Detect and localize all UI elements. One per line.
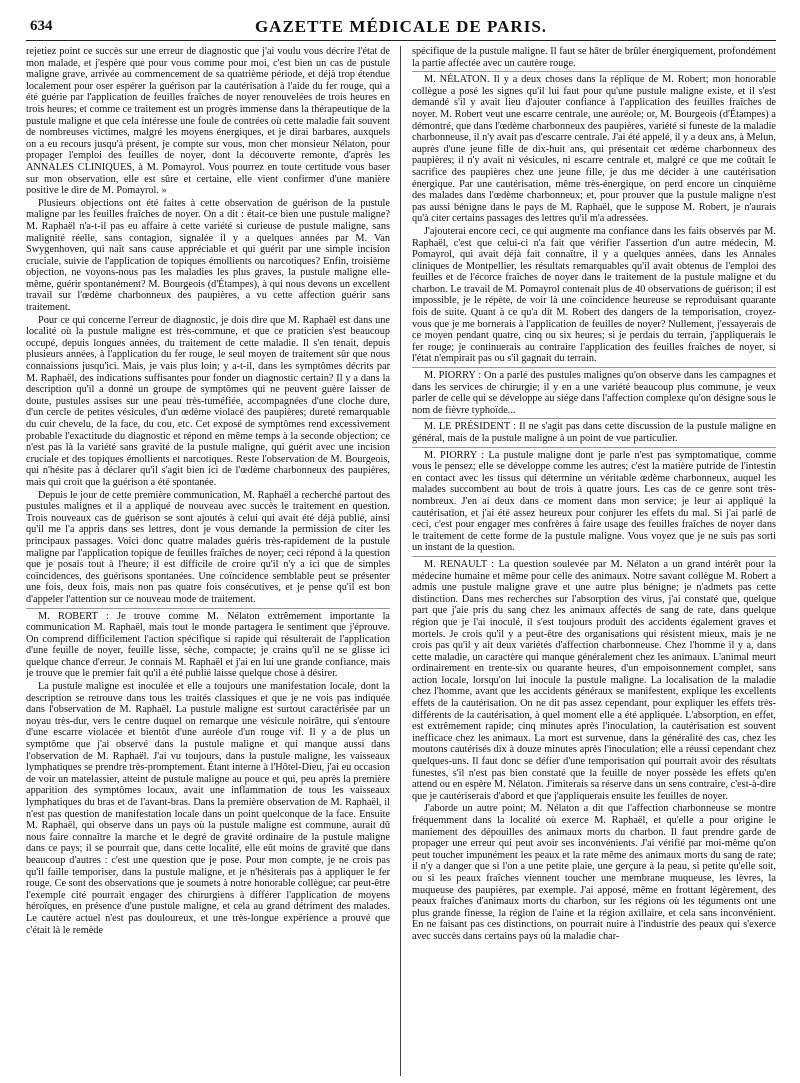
paragraph-text: Depuis le jour de cette première communication, M. Raphaël a recherché partout des pustules malignes et il a appliqué de nouveau avec succès le traitement en question. Trois nouveaux cas de guérison se sont ajoutés à celui qui avait été déjà publié, ainsi qu'il me l'a appris dans ses lettres, dont je vous demande la permission de citer les principaux passages. Voici donc quatre malades guéris très-rapidement de la pustule maligne par l'application topique de feuilles fraîches de noyer; ceci répond à la question que je posais tout à l'heure; il est difficile de croire qu'il n'y a ici que de simples coïncidences, des guérisons spontanées. Une coïncidence semblable peut se présenter une fois, deux fois, mais non pas quatre fois consécutives, et je pense qu'il est bon d'appeler l'attention sur ce nouveau mode de traitement. [26,489,390,605]
column-divider [400,46,401,1076]
article-body [26,46,778,1076]
paragraph [26,315,390,489]
paragraph [412,803,776,942]
paragraph-text: rejetiez point ce succès sur une erreur de diagnostic que j'ai voulu vous décrire l'état de mon malade, et j'espère que pour vous comme pour moi, c'est bien un cas de pustule maligne grave, arrivée au commencement de sa quatrième période, et déjà trop étendue localement pour oser espérer la guérison par la cautérisation à l'aide du fer rouge, qui a été guérie par l'application de feuilles fraîches de noyer renouvelées de trois heures en trois heures; et comme ce traitement est un progrès immense dans la thérapeutique de la pustule maligne et que cela intéresse une foule de contrées où cette maladie fait souvent de nombreuses victimes, malgré les moyens énergiques, et je dirai barbares, auxquels on a eu recours jusqu'à présent, je compte sur vous, mon cher monsieur Nélaton, pour propager l'emploi des feuilles de noyer, dont la découverte remonte, d'après les ANNALES CLINIQUES, à M. Pomayrol. Vous pourrez en toute certitude vous baser sur mon observation, elle est sûre et certaine, elle vient confirmer d'une manière positive le dire de M. Pomayrol. » [26,46,390,197]
speaker-name: M. LE PRÉSIDENT : [424,421,516,433]
paragraph [412,226,776,365]
speaker-paragraph [412,418,776,444]
speaker-paragraph [412,447,776,554]
speaker-name: M. ROBERT : [38,610,109,622]
paragraph-text: spécifique de la pustule maligne. Il faut se hâter de brûler énergiquement, profondément la partie affectée avec un cautère rouge. [412,46,776,69]
speaker-paragraph [412,556,776,802]
journal-title: GAZETTE MÉDICALE DE PARIS. [254,17,548,36]
paragraph-text: On a parlé des pustules malignes qu'on observe dans les campagnes et dans les services de chirurgie; il y en a une variété beaucoup plus commune, je veux parler de celle qui se développe au siége dans l'affection complexe qu'on désigne sous le nom de fièvre typhoïde... [412,370,776,416]
left-column [26,46,390,1076]
paragraph-text: Il y a deux choses dans la réplique de M. Robert; mon honorable collègue a posé les signes qu'il lui faut pour qu'une pustule maligne existe, et il s'est demandé s'il y avait lieu d'ajouter confiance à l'application des feuilles fraîches de noyer. M. Robert veut une escarre centrale, une auréole; or, M. Bourgeois (d'Étampes) a démontré, que dans l'œdème charbonneux des paupières, variété si funeste de la maladie charbonneuse, il n'y avait pas d'escarre centrale. J'ai été appelé, il y a deux ans, à Melun, auprès d'une jeune fille de dix-huit ans, qui présentait cet œdème charbonneux des paupières; il n'y avait ni vésicules, ni escarre centrale et, malgré ce que me coûtait le sacrifice des paupières chez une jeune fille, je dus me décider à une cautérisation énergique. Par une cautérisation, même très-énergique, on perd encore un cinquième des malades dans l'œdème charbonneux; et, pour prouver que la pustule maligne n'est pas aussi bénigne dans le pays de M. Raphaël, que le suppose M. Robert, je n'aurais qu'à citer certains passages des lettres qu'il m'a adressées. [412,74,776,225]
speaker-name: M. NÉLATON. [424,74,490,86]
speaker-paragraph [26,608,390,681]
paragraph [412,46,776,69]
paragraph-text: Plusieurs objections ont été faites à cette observation de guérison de la pustule maligne par les feuilles fraîches de noyer. On a dit : était-ce bien une pustule maligne? M. Raphaël n'a-t-il pas eu affaire à cette variété si curieuse de pustule maligne, sans malignité réelle, sans contagion, signalée il y a quelques années par M. Van Swygenhoven, qui naît sans cause appréciable et qui guérit par une simple incision cruciale, suivie de l'application de topiques émollients ou narcotiques? Enfin, troisième objection, ne voyons-nous pas les maladies les plus graves, la pustule maligne elle-même, guérir spontanément? M. Bourgeois (d'Étampes), à qui nous devons un excellent travail sur l'œdème charbonneux des paupières, a vu cette affection guérir sans traitement. [26,197,390,314]
paragraph-text: Je trouve comme M. Nélaton extrêmement importante la communication M. Raphaël, mais tout le monde partagera le sentiment que j'éprouve. On comprend difficilement l'action spécifique si rapide qui résulterait de l'application d'une feuille de noyer, feuille lisse, sèche, compacte; je crains qu'il ne se glisse ici quelque chance d'erreur. Je connais M. Raphaël et j'ai en lui une grande confiance, mais je trouve que le premier fait qu'il a été publié laisse quelque chose à désirer. [26,610,390,680]
paragraph-text: La pustule maligne est inoculée et elle a toujours une manifestation locale, dont la description se retrouve dans tous les traités classiques et que je ne vois pas indiquée dans l'observation de M. Raphaël. La pustule maligne est surtout caractérisée par un noyau très-dur, vers le centre duquel on remarque une vésicule noirâtre, qui s'entoure d'une escarre violacée et bientôt d'une auréole d'un rouge vif. Il y a de plus un symptôme que j'ai observé dans la pustule maligne et qui manque aussi dans l'observation de M. Raphaël. J'ai vu toujours, dans la pustule maligne, les vaisseaux lymphatiques se prendre très-promptement. Étant interne à l'Hôtel-Dieu, j'ai eu occasion de voir un matelassier, atteint de pustule maligne au pouce et qui, peu après la première apparition des symptômes locaux, avait une inflammation de tous les vaisseaux lymphatiques du bras et de l'avant-bras. Dans la première observation de M. Raphaël, il n'est pas question de manifestation locale dans un point quelconque de la face. Ensuite M. Raphaël, qui observe dans un pays où la pustule maligne est commune, aurait dû nous faire connaître la marche et le degré de gravité ordinaire de la pustule maligne dans ce pays; il se pourrait que, dans cette localité, elle eût moins de gravité que dans beaucoup d'autres : c'est une question que je pose. Pour mon compte, je ne crois pas qu'il faille temporiser, dans la pustule maligne, et je n'hésiterais pas à appliquer le fer rouge. Ce sont des observations que je soumets à notre honorable collègue; car peut-être l'exemple cité pourrait engager des chirurgiens à différer l'application de moyens héroïques, en présence d'une pustule maligne, et cela au grand détriment des malades. Le cautère actuel n'est pas douloureux, et une très-longue expérience a prouvé que c'était là le remède [26,681,390,936]
speaker-name: M. PIORRY : [424,370,482,382]
speaker-name: M. PIORRY : [424,449,485,461]
right-column [412,46,776,1076]
paragraph [26,198,390,314]
paragraph-text: La question soulevée par M. Nélaton a un grand intérêt pour la médecine humaine et même pour celle des animaux. Notre savant collègue M. Robert a admis une pustule maligne grave et une autre plus bénigne; je n'admets pas cette distinction. Dans mes recherches sur l'absorption des virus, j'ai constaté que, quelque part que j'aie pris du sang chez les animaux affectés de sang de rate, dans quelque région que je l'ai inoculé, il s'est toujours produit des accidents également graves et mortels. Je crois qu'il y a peut-être des organisations qui résistent mieux, mais je ne crois pas qu'il y ait deux variétés d'affection charbonneuse. Chez l'homme il y a, dans cette maladie, un caractère qui manque généralement chez les animaux. L'animal meurt ordinairement en trente-six ou quarante heures, d'un empoisonnement complet, sans action locale, lorsqu'on lui inocule la pustule maligne. La localisation de la maladie chez l'homme, avant que les accidents généraux se manifestent, explique les excellents effets de la cautérisation. On ne dit pas assez cependant, pour expliquer les effets très-différents de la cautérisation, à quel moment elle a été appliquée. L'absorption, en effet, est extrêmement rapide; cinq minutes après l'inoculation, la cautérisation est souvent inefficace chez les animaux. La mort est survenue, dans la généralité des cas, chez les moutons cautérisés dix à douze minutes après l'inoculation; elle a réussi cependant chez quelques-uns. Il faut donc se défier d'une temporisation qui pourrait avoir des résultats funestes, s'il n'est pas bien constaté que la feuille de noyer possède les effets qu'en attend ou en espère M. Nélaton. J'imiterais sa réserve dans un sens contraire, c'est-à-dire que je cautériserais d'abord et que j'appliquerais ensuite les feuilles de noyer. [412,558,776,802]
paragraph-text: La pustule maligne dont je parle n'est pas symptomatique, comme vous le pensez; elle se développe comme les autres; c'est la matière putride de l'intestin en contact avec les tissus qui détermine un véritable œdème charbonneux, auquel les malades succombent au bout de trois à quatre jours. Les cas de ce genre sont très-nombreux. J'en ai deux dans ce moment dans mon service; je leur ai appliqué la cautérisation, et j'ai été assez heureux pour conjurer les effets du mal. Si j'ai parlé de ceci, c'est pour engager mes confrères à faire usage des feuilles fraîches de noyer dans le traitement de cette forme de la pustule maligne. Vous voyez que je ne suis pas sorti un instant de la question. [412,449,776,554]
page-number: 634 [30,18,53,34]
paragraph [26,490,390,606]
speaker-name: M. RENAULT : [424,558,495,570]
paragraph-text: Pour ce qui concerne l'erreur de diagnostic, je dois dire que M. Raphaël est dans une localité où la pustule maligne est très-commune, et que ce praticien s'est beaucoup occupé, depuis longues années, du traitement de cette maladie. Il s'en tenait, depuis plusieurs années, à l'application du fer rouge, le seul moyen de traitement sûr que nous connaissions jusqu'ici. Mais, je vais plus loin; y a-t-il, dans les symptômes décrits par M. Raphaël, des indications suffisantes pour fonder un diagnostic certain? Il y a dans la description qu'il a donné un groupe de symptômes qui ne peuvent guère laisser de doute, pustules assises sur une peau très-tuméfiée, accompagnées d'une cloche dure, d'un cercle de petites vésicules, d'un œdème violacé des paupières; dureté remarquable du cuir chevelu, de la face, du cou, etc. Cet exposé de symptômes rend excessivement probable l'exactitude du diagnostic et répond en même temps à la seconde objection; ce n'est pas là la variété sans gravité de la pustule maligne, qui guérit avec une incision cruciale et des topiques émollients et narcotiques. Reste l'observation de M. Bourgeois, qui n'hésite pas à déclarer qu'il s'agit bien ici de l'œdème charbonneux des paupières, mais qui croit que la guérison a été spontanée. [26,314,390,488]
speaker-paragraph [412,71,776,225]
paragraph-text: Il ne s'agit pas dans cette discussion de la pustule maligne en général, mais de la pustule maligne à un point de vue particulier. [412,421,776,444]
page-header [26,14,776,41]
paragraph [26,681,390,936]
speaker-paragraph [412,367,776,416]
paragraph [26,46,390,197]
paragraph-text: J'aborde un autre point; M. Nélaton a dit que l'affection charbonneuse se montre fréquemment dans la localité où exerce M. Raphaël, et qu'elle a pour origine le maniement des dépouilles des animaux morts du charbon. Il faut prendre garde de propager une erreur qui peut avoir ses inconvénients. J'ai vérifié par moi-même qu'on peut toucher impunément les peaux et la rate même des animaux morts du sang de rate; il n'y a danger que si l'on a une petite plaie, une gerçure à la peau, si petite qu'elle soit, ou si les peaux fraîches viennent toucher une membrane muqueuse, les lèvres, la muqueuse des paupières, par exemple. J'ai apposé, même en frottant légèrement, des peaux fraîches d'animaux morts du charbon, sur les régions où les téguments ont une plus grande finesse, la région de l'aine et la région axillaire, et cela sans inconvénient. En ne faisant pas ces distinctions, on pourrait nuire à l'industrie des peaux qui s'exerce avec succès dans certains pays où la maladie char- [412,803,776,942]
paragraph-text: J'ajouterai encore ceci, ce qui augmente ma confiance dans les faits observés par M. Raphaël, c'est que celui-ci n'a fait que vérifier l'assertion d'un autre médecin, M. Pomayrol, qui avait déjà fait connaître, il y a quelques années, dans les Annales cliniques de Montpellier, les résultats remarquables qu'il avait obtenus de l'emploi des feuilles et de l'écorce fraîches de noyer dans le traitement de la pustule maligne et du charbon. Le travail de M. Pomayrol contenait plus de 40 observations de guérison; il est impossible, je le répète, de voir là une coïncidence heureuse se reproduisant quarante fois de suite. Quant à ce qu'a dit M. Robert des dangers de la temporisation, croyez-vous que je me bornerais à l'application de feuilles de noyer? Nullement, j'essayerais de ce moyen pendant quatre, cinq ou six heures; si je perdais du terrain, j'appliquerais le fer rouge; je continuerais au contraire l'application des feuilles fraîches de noyer, si l'état n'empirait pas ou s'il gagnait du terrain. [412,225,776,365]
